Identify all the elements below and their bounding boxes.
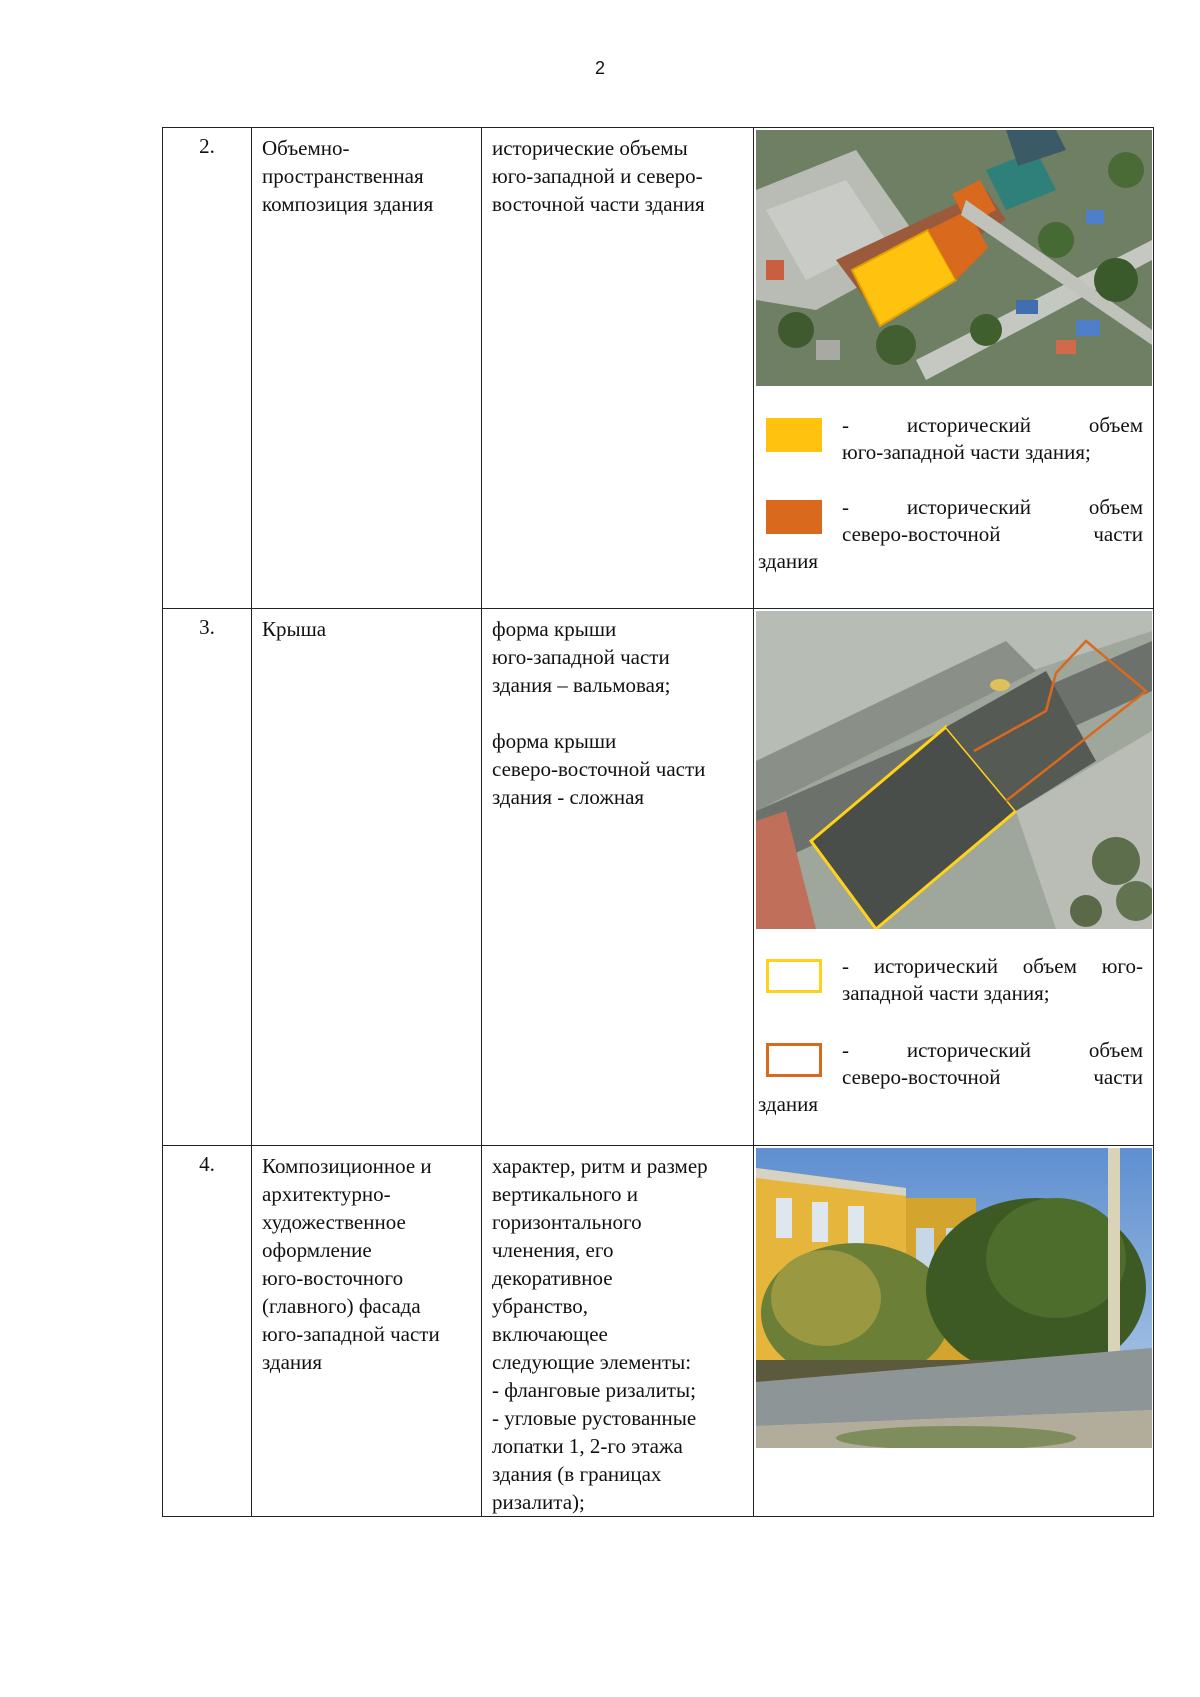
legend-swatch-yellow — [766, 418, 822, 452]
illustration-cell — [754, 1146, 1153, 1516]
legend-item — [766, 412, 1143, 466]
element-name: Композиционное и архитектурно- художественное оформление юго-восточного (главного) фасада юго-западной части здания — [252, 1146, 482, 1516]
aerial-photo-volumes — [756, 130, 1152, 386]
element-description: форма крыши юго-западной части здания – вальмовая; форма крыши северо-восточной части здания - сложная — [482, 609, 754, 1145]
table-row — [162, 609, 1154, 1146]
aerial-photo-roof — [756, 611, 1152, 929]
legend-text: - исторический объем — [842, 1038, 1143, 1062]
legend-item — [758, 1037, 1143, 1118]
legend-text: западной части здания; — [842, 981, 1050, 1005]
element-name: Крыша — [252, 609, 482, 1145]
element-name: Объемно- пространственная композиция здания — [252, 128, 482, 608]
legend-text: - исторический объем юго- — [842, 954, 1143, 978]
legend-swatch-orange — [766, 500, 822, 534]
element-description: характер, ритм и размер вертикального и горизонтального членения, его декоративное убранство, включающее следующие элементы: - фланговые ризалиты; - угловые рустованные лопатки 1, 2-го этажа здания (в границах ризалита); — [482, 1146, 754, 1516]
facade-photo — [756, 1148, 1152, 1448]
row-number: 2. — [163, 128, 252, 608]
table-row — [162, 127, 1154, 609]
legend-text: здания — [758, 1092, 819, 1116]
legend-outline-yellow — [766, 959, 822, 993]
legend-text: северо-восточной части — [842, 522, 1143, 546]
legend-text: - исторический объем — [842, 495, 1143, 519]
legend-text: северо-восточной части — [842, 1065, 1143, 1089]
illustration-cell — [754, 609, 1153, 1145]
legend-text: юго-западной части здания; — [842, 440, 1091, 464]
legend-item — [766, 953, 1143, 1007]
legend-text: здания — [758, 549, 819, 573]
illustration-cell — [754, 128, 1153, 608]
legend-outline-orange — [766, 1043, 822, 1077]
row-number: 3. — [163, 609, 252, 1145]
table-row — [162, 1146, 1154, 1517]
row-number: 4. — [163, 1146, 252, 1516]
legend-item — [758, 494, 1143, 575]
legend-text: - исторический объем — [842, 413, 1143, 437]
element-description: исторические объемы юго-западной и северо- восточной части здания — [482, 128, 754, 608]
page-number: 2 — [594, 58, 605, 78]
